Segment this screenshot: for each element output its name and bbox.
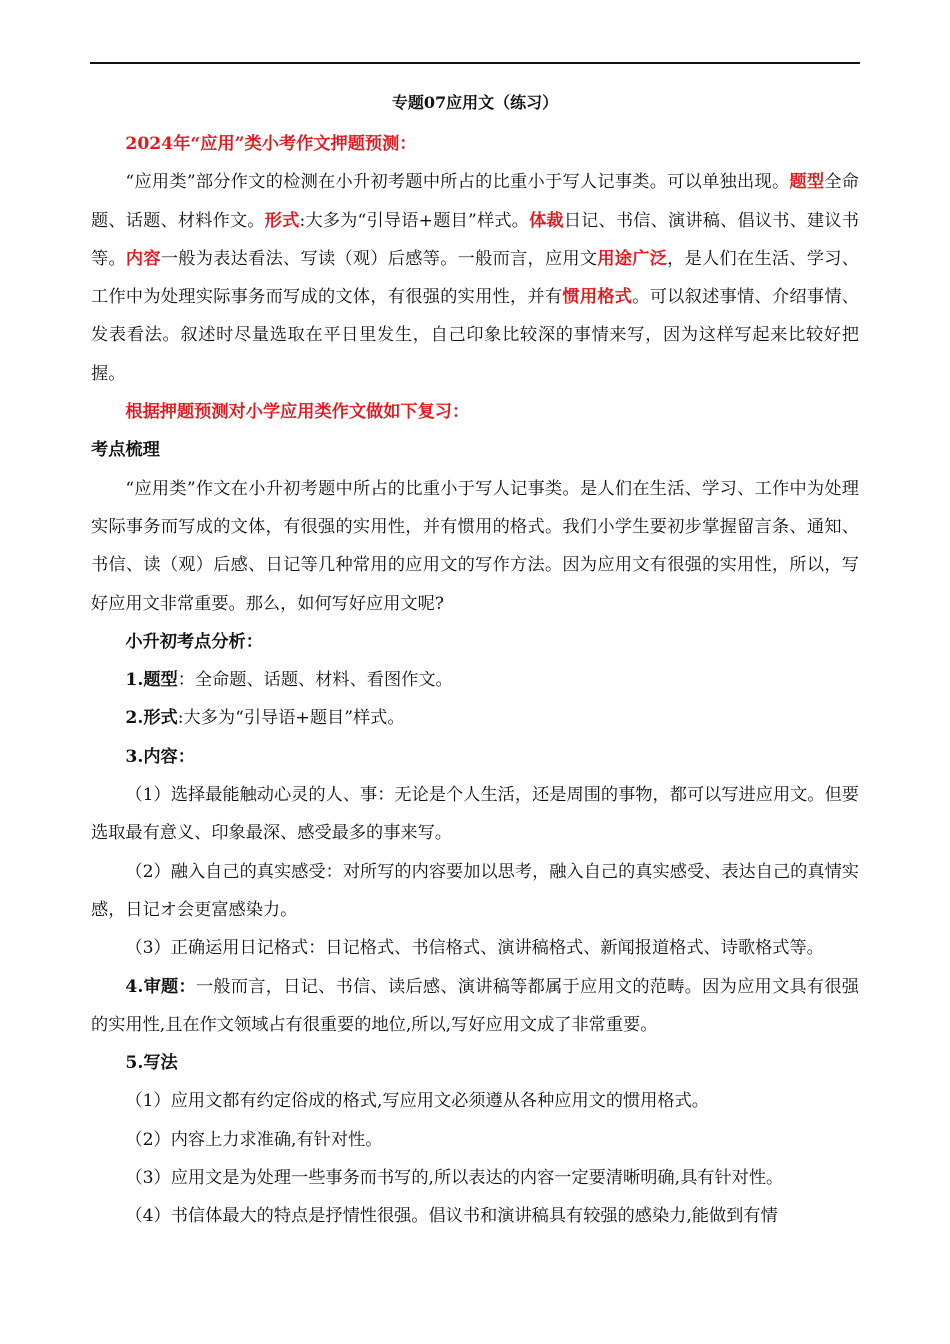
intro-text-genre: 日记、书信、演讲稿、倡议书、建议书等。 xyxy=(91,210,859,269)
intro-text-end: 。可以叙述事情、介绍事情、发表看法。叙述时尽量选取在平日里发生，自己印象比较深的事情来写，因为这样写起来比较好把握。 xyxy=(91,287,859,384)
point-4 xyxy=(91,968,859,1045)
point-5-label: 5.写法 xyxy=(125,1053,178,1074)
review-heading: 根据押题预测对小学应用类作文做如下复习： xyxy=(125,402,470,423)
section-heading: 考点梳理 xyxy=(91,440,160,461)
header-rule xyxy=(90,62,860,64)
point-3-item: （3）正确运用日记格式：日记格式、书信格式、演讲稿格式、新闻报道格式、诗歌格式等。 xyxy=(125,938,824,959)
keyword-content: 内容 xyxy=(125,248,161,269)
keyword-usage: 用途广泛 xyxy=(597,248,668,269)
intro-text-1: “应用类”部分作文的检测在小升初考题中所占的比重小于写人记事类。可以单独出现。 xyxy=(125,172,790,193)
document-page xyxy=(91,92,859,1236)
intro-text-usage: ，是人们在生活、学习、工作中为处理实际事务而写成的文体，有很强的实用性，并有 xyxy=(91,248,859,308)
intro-text-form: :大多为“引导语+题目”样式。 xyxy=(299,210,530,231)
document-title: 专题07应用文（练习） xyxy=(391,93,559,112)
keyword-form: 形式 xyxy=(264,210,300,231)
keyword-format: 惯用格式 xyxy=(562,287,633,308)
point-2-label: 2.形式 xyxy=(125,708,178,729)
intro-text-type: 全命题、话题、材料作文。 xyxy=(91,172,859,231)
keyword-type: 题型 xyxy=(789,172,825,193)
point-5-item: （2）内容上力求准确,有针对性。 xyxy=(125,1129,383,1150)
point-3-label: 3.内容： xyxy=(125,746,195,767)
point-5-item: （1）应用文都有约定俗成的格式,写应用文必须遵从各种应用文的惯用格式。 xyxy=(125,1091,709,1112)
point-5-item: （3）应用文是为处理一些事务而书写的,所以表达的内容一定要清晰明确,具有针对性。 xyxy=(125,1168,784,1189)
point-2 xyxy=(91,699,859,737)
keyword-genre: 体裁 xyxy=(529,210,564,231)
intro-paragraph xyxy=(91,163,859,393)
analysis-heading: 小升初考点分析： xyxy=(125,631,263,652)
point-4-text: 一般而言，日记、书信、读后感、演讲稿等都属于应用文的范畴。因为应用文具有很强的实用性,且在作文领域占有很重要的地位,所以,写好应用文成了非常重要。 xyxy=(91,976,859,1035)
point-1 xyxy=(91,661,859,699)
point-1-text: ：全命题、话题、材料、看图作文。 xyxy=(177,670,453,691)
forecast-heading: 2024年“应用”类小考作文押题预测： xyxy=(125,134,417,154)
intro-text-content: 一般为表达看法、写读（观）后感等。一般而言，应用文 xyxy=(160,248,598,269)
point-3-item: （2）融入自己的真实感受：对所写的内容要加以思考，融入自己的真实感受、表达自己的真情实感，日记オ会更富感染力。 xyxy=(91,861,859,920)
point-3-item: （1）选择最能触动心灵的人、事：无论是个人生活，还是周围的事物，都可以写进应用文。但要选取最有意义、印象最深、感受最多的事来写。 xyxy=(91,785,859,844)
point-4-label: 4.审题： xyxy=(125,976,196,997)
point-5-item: （4）书信体最大的特点是抒情性很强。倡议书和演讲稿具有较强的感染力,能做到有情 xyxy=(125,1206,778,1227)
point-1-label: 1.题型 xyxy=(125,670,178,691)
point-2-text: :大多为“引导语+题目”样式。 xyxy=(177,708,405,729)
overview-paragraph: “应用类”作文在小升初考题中所占的比重小于写人记事类。是人们在生活、学习、工作中为处理实际事务而写成的文体，有很强的实用性，并有惯用的格式。我们小学生要初步掌握留言条、通知、书信、读（观）后感、日记等几种常用的应用文的写作方法。因为应用文有很强的实用性，所以，写好应用文非常重要。那么，如何写好应用文呢? xyxy=(91,478,859,614)
